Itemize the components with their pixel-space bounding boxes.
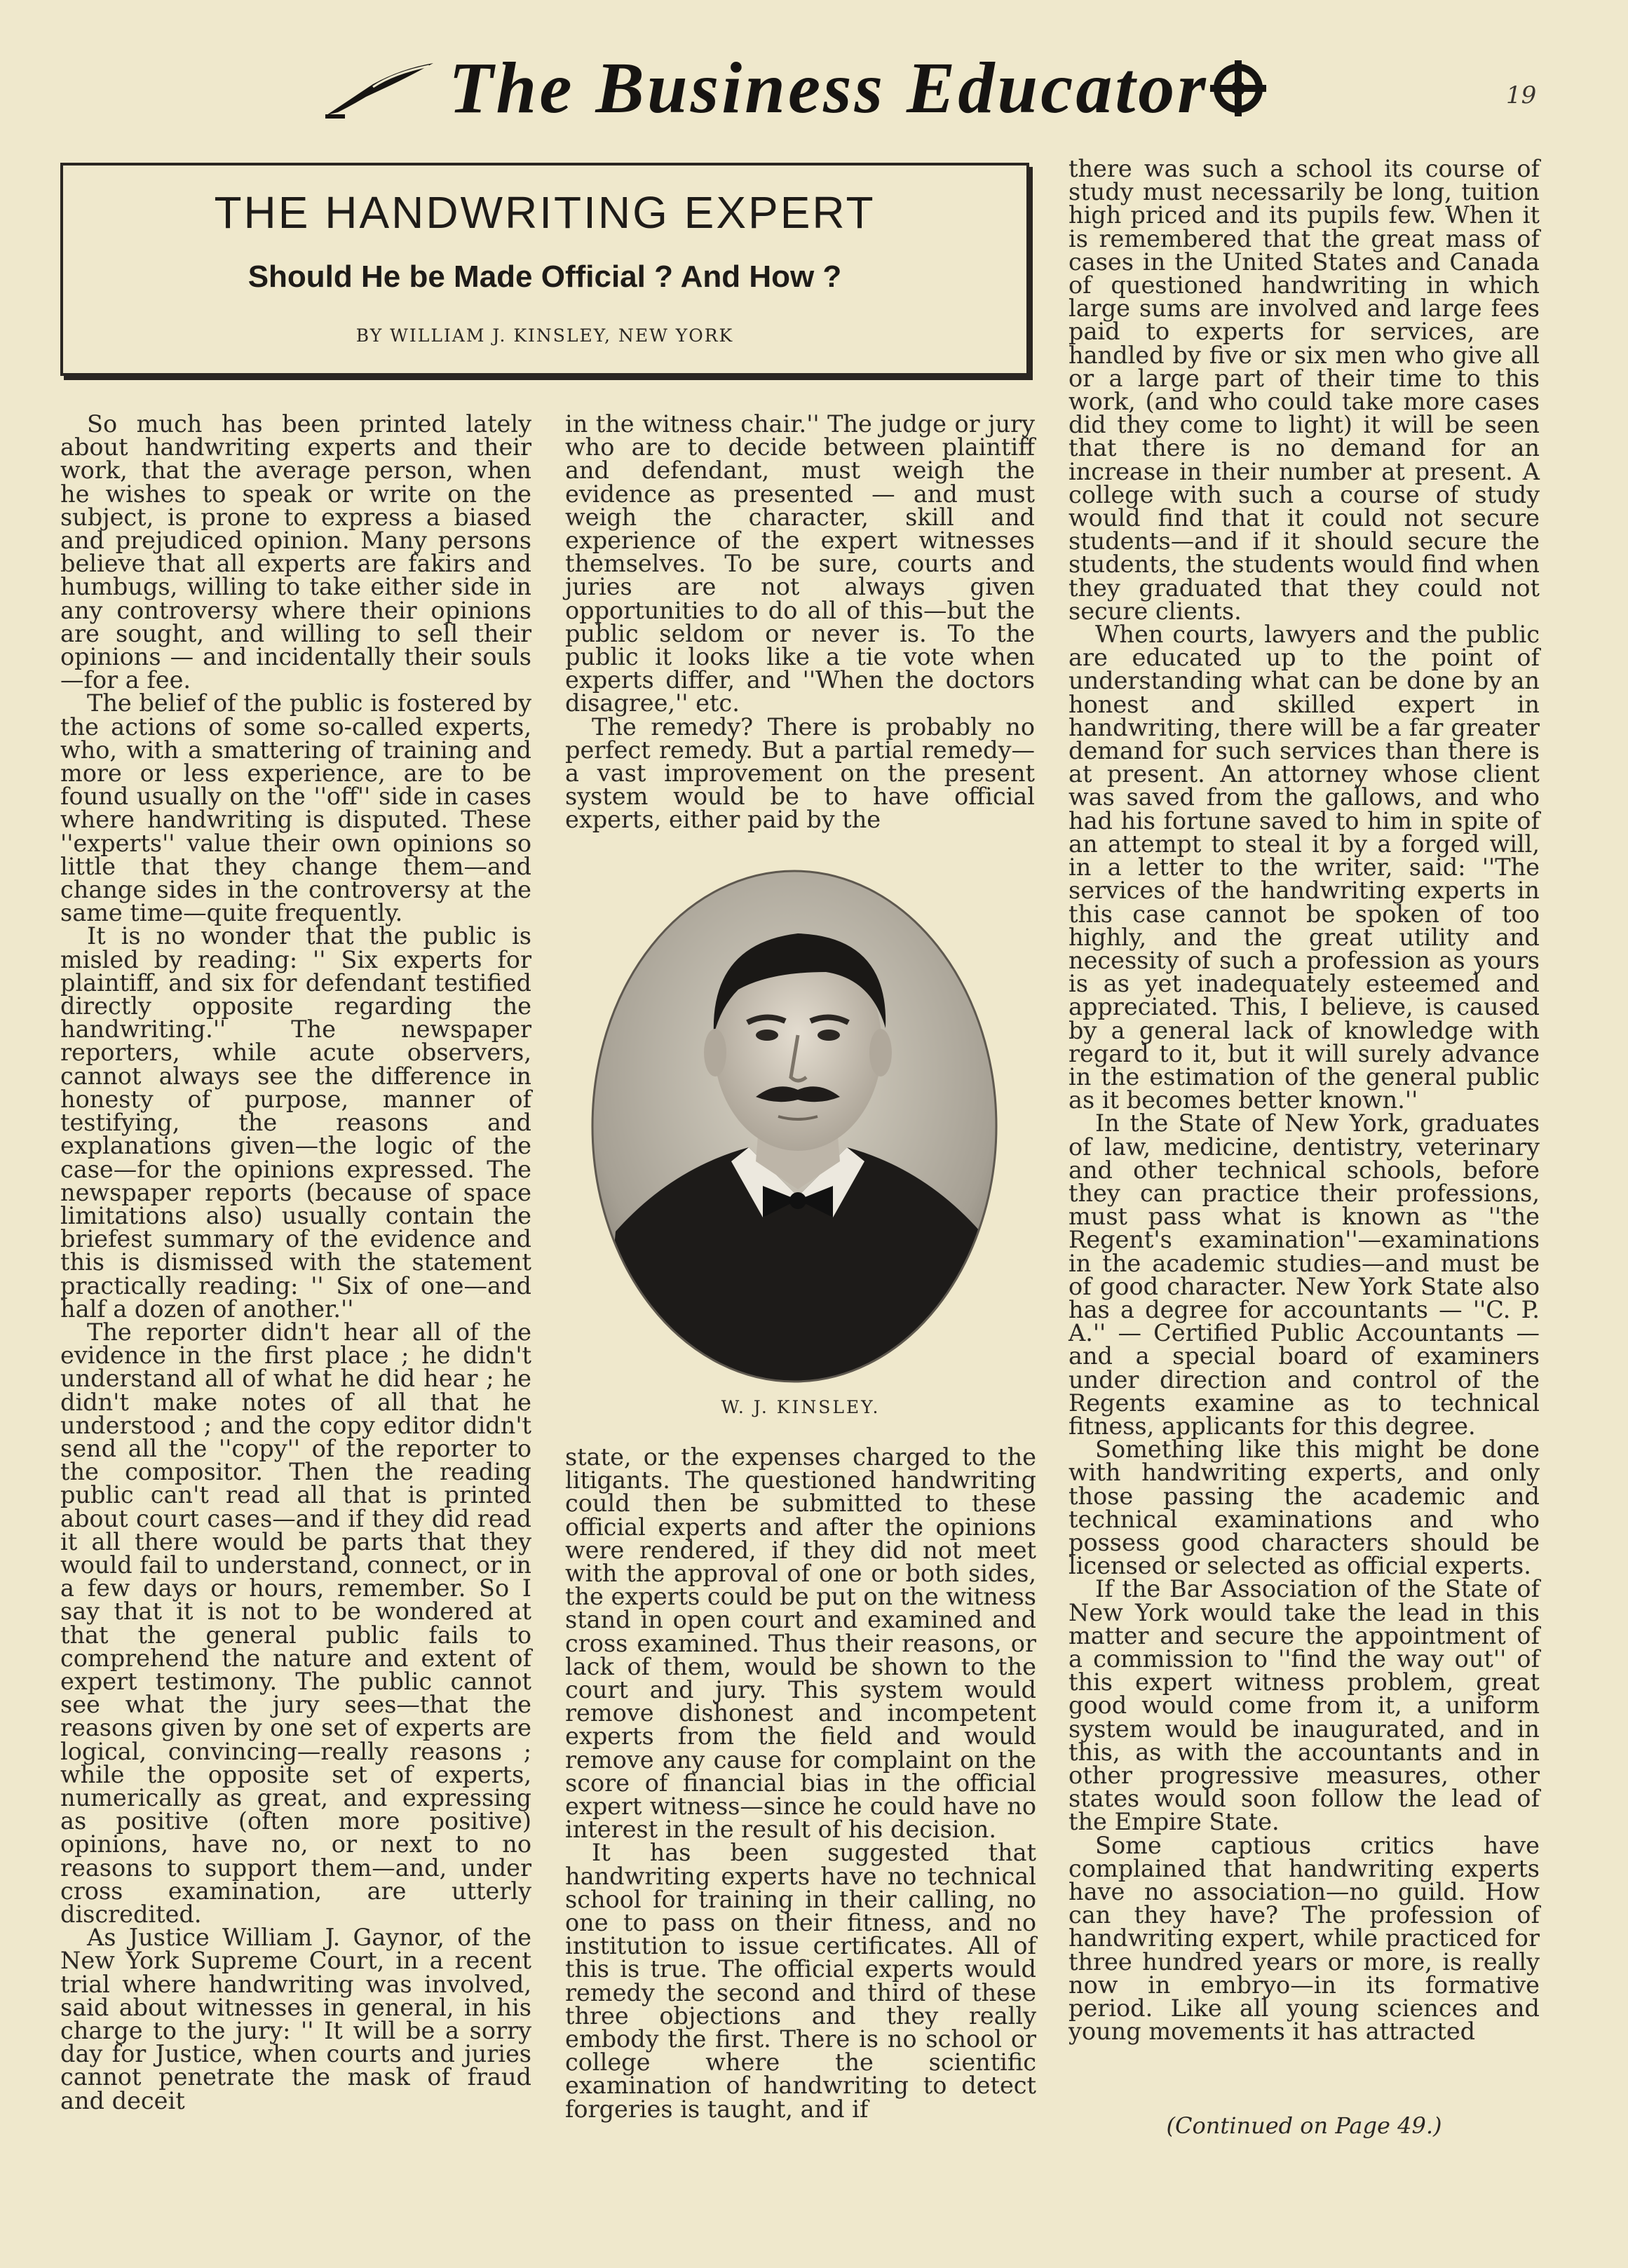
paragraph: The reporter didn't hear all of the evidence in the first place ; he didn't understand all of what he did hear ; he didn't make notes of all that he understood ; and the copy editor didn't send all the ''copy'' of the reporter to the compositor. Then the reading public can't read all that is printed about court cases—and if they did read it all there would be parts that they would fail to understand, connect, or in a few days or hours, remember. So I say that it is not to be wondered at that the general public fails to comprehend the nature and extent of expert testimony. The public cannot see what the jury sees—that the reasons given by one set of experts are logical, convincing—really reasons ; while the opposite set of experts, numerically as great, and expressing as positive (often more positive) opinions, have no, or next to no reasons to support them—and, under cross examination, are utterly discredited. — [60, 1318, 531, 1928]
page-number: 19 — [1506, 81, 1537, 109]
paragraph: The belief of the public is fostered by the actions of some so-called experts, who, with a smattering of training and more or less experience, are to be found usually on the ''off'' side in cases where handwriting is disputed. These ''experts'' value their own opinions so little that they change them—and change sides in the controversy at the same time—quite frequently. — [60, 689, 531, 927]
article-column-1 — [60, 412, 531, 2112]
paragraph: It has been suggested that handwriting experts have no technical school for training in their calling, no one to pass on their fitness, and no institution to issue certificates. All of this is true. The official experts would remedy the second and third of these three objections and they really embody the first. There is no school or college where the scientific examination of handwriting to detect forgeries is taught, and if — [565, 1839, 1036, 2123]
paragraph: When courts, lawyers and the public are educated up to the point of understanding what can be done by an honest and skilled expert in handwriting, there will be a far greater demand for such services than there is at present. An attorney whose client was saved from the gallows, and who had his fortune saved to him in spite of an attempt to steal it by a forged will, in a letter to the writer, said: ''The services of the handwriting experts in this case cannot be spoken of too highly, and the great utility and necessity of such a profession as yours is as yet inadequately esteemed and appreciated. This, I believe, is caused by a general lack of knowledge with regard to it, but it will surely advance in the estimation of the general public as it becomes better known.'' — [1069, 621, 1540, 1114]
paragraph: Something like this might be done with handwriting experts, and only those passing the academic and technical examinations and who possess good characters should be licensed or selected as official experts. — [1069, 1436, 1540, 1580]
portrait-caption: W. J. KINSLEY. — [721, 1397, 881, 1417]
masthead-title: The Business Educator — [449, 48, 1209, 128]
article-column-3 — [1069, 155, 1540, 2046]
continued-note: (Continued on Page 49.) — [1166, 2112, 1442, 2139]
article-title-box — [60, 163, 1029, 376]
article-title: THE HANDWRITING EXPERT — [214, 187, 876, 238]
article-column-2 — [565, 412, 1035, 832]
paragraph: in the witness chair.'' The judge or jury who are to decide between plaintiff and defendant, must weigh the evidence as presented — and must weigh the character, skill and experience of the expert witnesses themselves. To be sure, courts and juries are not always given opportunities to do all of this—but the public seldom or never is. To the public it looks like a tie vote when experts differ, and ''When the doctors disagree,'' etc. — [565, 410, 1035, 717]
masthead — [0, 42, 1628, 140]
portrait-photo — [588, 867, 1001, 1386]
paragraph: Some captious critics have complained that handwriting experts have no association—no guild. How can they have? The profession of handwriting expert, while practiced for three hundred years or more, is really now in embryo—in its formative period. Like all young sciences and young movements it has attracted — [1069, 1831, 1540, 2046]
article-subtitle: Should He be Made Official ? And How ? — [247, 259, 842, 294]
paragraph: In the State of New York, graduates of law, medicine, dentistry, veterinary and other technical schools, before they can practice their professions, must pass what is known as ''the Regent's examination''—examinations in the academic studies—and must be of good character. New York State also has a degree for accountants — ''C. P. A.'' — Certified Public Accountants — and a special board of examiners under direction and control of the Regents examine as to technical fitness, applicants for this degree. — [1069, 1109, 1540, 1440]
paragraph: If the Bar Association of the State of New York would take the lead in this matter and secure the appointment of a commission to ''find the way out'' of this expert witness problem, great good would come from it, a uniform system would be inaugurated, and in this, as with the accountants and in other progressive measures, other states would soon follow the lead of the Empire State. — [1069, 1575, 1540, 1836]
ornament-emblem-icon — [1207, 58, 1269, 119]
paragraph: state, or the expenses charged to the litigants. The questioned handwriting could then be submitted to these official experts and after the opinions were rendered, if they did not meet with the approval of one or both sides, the experts could be put on the witness stand in open court and examined and cross examined. Thus their reasons, or lack of them, would be shown to the court and jury. This system would remove dishonest and incompetent experts from the field and would remove any cause for complaint on the score of financial bias in the official expert witness—since he could have no interest in the result of his decision. — [565, 1443, 1036, 1844]
paragraph: there was such a school its course of study must necessarily be long, tuition high priced and its pupils few. When it is remembered that the great mass of cases in the United States and Canada of questioned handwriting in which large sums are involved and large fees paid to experts for services, are handled by five or six men who give all or a large part of their time to this work, (and who could take more cases did they come to light) it will be seen that there is no demand for an increase in their number at present. A college with such a course of study would find that it could not secure students—and if it should secure the students, the students would find when they graduated that they could not secure clients. — [1069, 155, 1540, 625]
paragraph: So much has been printed lately about handwriting experts and their work, that the average person, when he wishes to speak or write on the subject, is prone to express a biased and prejudiced opinion. Many persons believe that all experts are fakirs and humbugs, willing to take either side in any controversy where their opinions are sought, and willing to sell their opinions — and incidentally their souls—for a fee. — [60, 410, 531, 694]
article-column-2-continued — [565, 1445, 1036, 2121]
paragraph: The remedy? There is probably no perfect remedy. But a partial remedy—a vast improvement on the present system would be to have official experts, either paid by the — [565, 713, 1035, 834]
paragraph: It is no wonder that the public is misled by reading: '' Six experts for plaintiff, and six for defendant testified directly opposite regarding the handwriting.'' The newspaper reporters, while acute observers, cannot always see the difference in honesty of purpose, manner of testifying, the reasons and explanations given—the logic of the case—for the opinions expressed. The newspaper reports (because of space limitations also) usually contain the briefest summary of the evidence and this is dismissed with the statement practically reading: '' Six of one—and half a dozen of another.'' — [60, 922, 531, 1323]
quill-pen-icon — [324, 56, 436, 119]
paragraph: As Justice William J. Gaynor, of the New York Supreme Court, in a recent trial where handwriting was involved, said about witnesses in general, in his charge to the jury: '' It will be a sorry day for Justice, when courts and juries cannot penetrate the mask of fraud and deceit — [60, 1924, 531, 2114]
article-byline: BY WILLIAM J. KINSLEY, NEW YORK — [355, 325, 734, 346]
